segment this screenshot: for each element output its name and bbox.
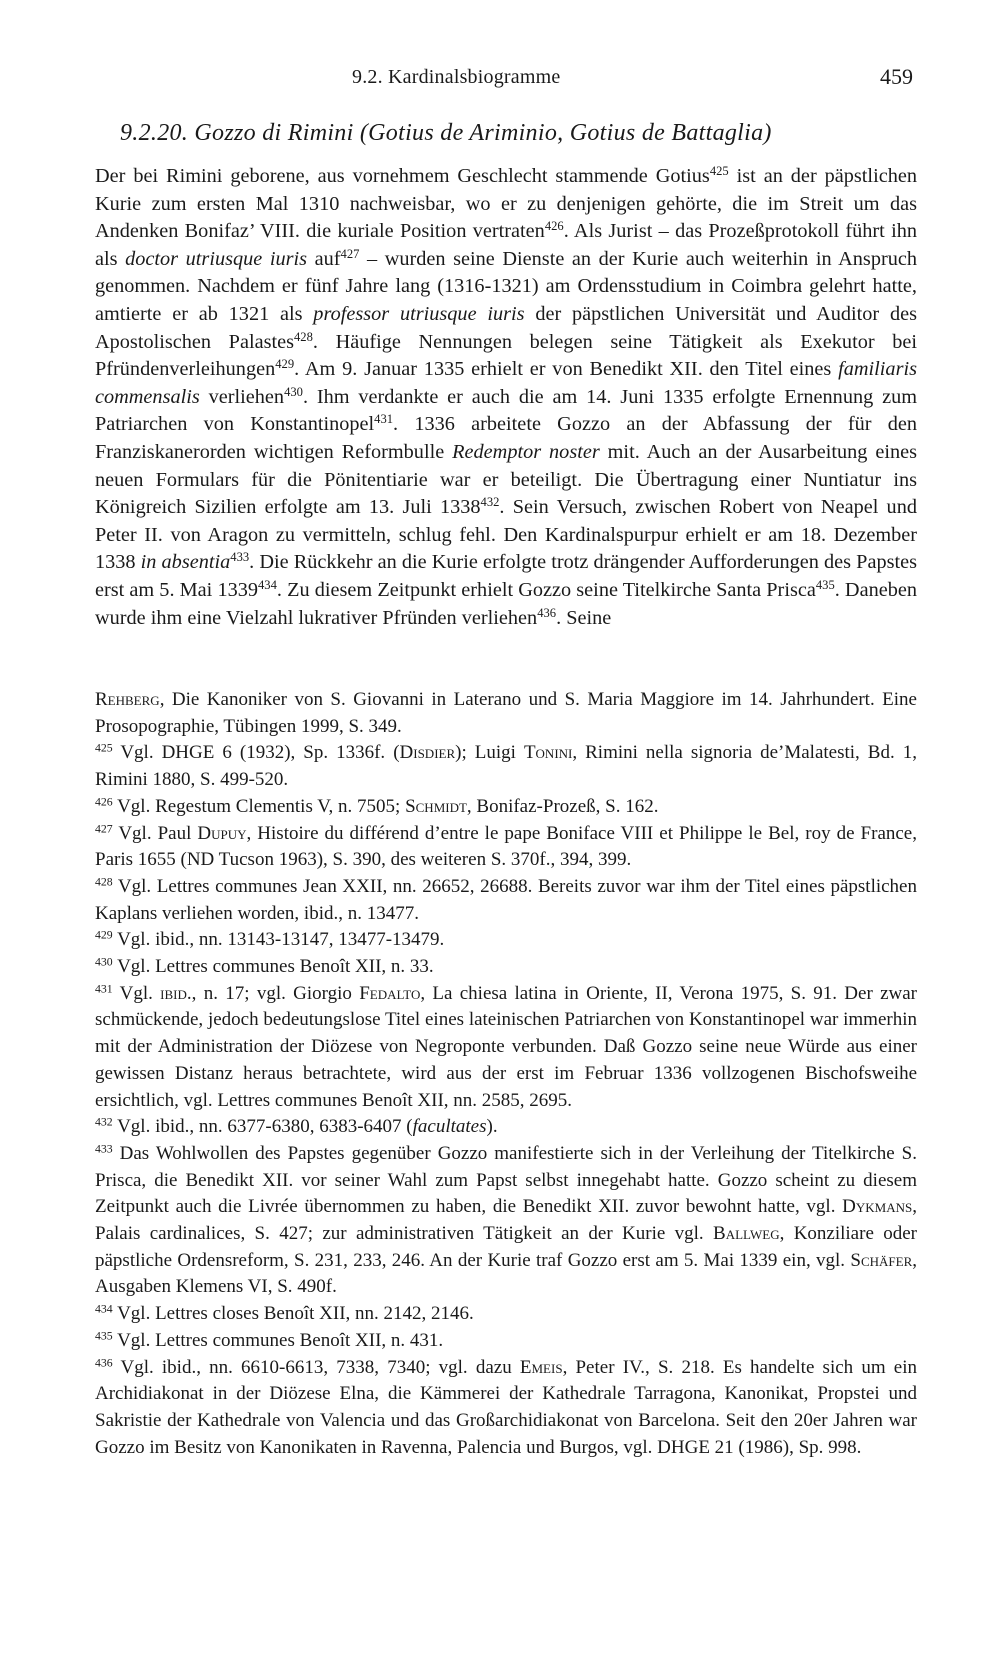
text-run: Das Wohlwollen des Papstes gegenüber Gozzo manifestierte sich in der Verleihung der Titelkirche S. Prisca, die Benedikt XII. vor seiner Wahl zum Papst selbst innegehabt hatte. Gozzo scheint zu diesem Zeitpunkt auch die Livrée übernommen zu haben, die Benedikt XII. zuvor bewohnt hatte, vgl.	[95, 1142, 917, 1218]
text-run: . Ihm verdankte er auch die am 14. Juni 1335 erfolgte Ernennung zum Patriarchen von Konstantinopel	[95, 385, 917, 436]
footnote-ref[interactable]: 427	[340, 246, 360, 261]
text-run: Vgl. DHGE 6 (1932), Sp. 1336f. (	[112, 742, 400, 764]
footnote-number: 426	[95, 795, 113, 809]
footnote-428	[95, 874, 917, 927]
text-run: der päpstlichen Universität und Auditor des Apostolischen Palastes	[95, 302, 917, 353]
text-run: , Palais cardinalices, S. 427; zur administrativen Tätigkeit an der Kurie vgl.	[95, 1196, 917, 1245]
footnote-433	[95, 1141, 917, 1301]
text-run: Vgl. ibid., nn. 13143-13147, 13477-13479.	[112, 929, 445, 951]
footnote-ref[interactable]: 434	[258, 577, 277, 592]
footnotes-section	[95, 687, 917, 1461]
footnote-number: 436	[95, 1356, 113, 1370]
italic-term: Redemptor noster	[452, 440, 600, 463]
text-run: , Peter IV., S. 218. Es handelte sich um ein Archidiakonat in der Diözese Elna, die Kämmerei der Kathedrale Tarragona, Kanonikat, Propstei und Sakristie der Kathedrale von Valencia und das Großarchidiakonat von Barcelona. Seit den 20er Jahren war Gozzo im Besitz von Kanonikaten in Ravenna, Palencia und Burgos, vgl. DHGE 21 (1986), Sp. 998.	[95, 1356, 917, 1458]
text-run: Vgl. Regestum Clementis V, n. 7505;	[112, 795, 406, 817]
footnote-number: 434	[95, 1302, 113, 1316]
text-run: ); Luigi	[455, 742, 524, 764]
footnote-436	[95, 1355, 917, 1462]
author-name: Dykmans	[842, 1196, 913, 1218]
footnote-ref[interactable]: 431	[374, 412, 394, 427]
author-name: Tonini	[523, 742, 573, 764]
footnote-number: 427	[95, 822, 113, 836]
footnote-ref[interactable]: 432	[480, 495, 500, 510]
footnote-430	[95, 954, 917, 981]
main-text	[95, 163, 917, 632]
author-name: Ballweg	[713, 1223, 780, 1245]
text-run: . Häufige Nennungen belegen seine Tätigkeit als Exekutor bei Pfründenverleihungen	[95, 330, 917, 381]
footnote-427	[95, 821, 917, 874]
section-title: 9.2.20. Gozzo di Rimini (Gotius de Ariminio, Gotius de Battaglia)	[120, 120, 772, 146]
footnote-431	[95, 981, 917, 1115]
text-run: , Rimini nella signoria de’Malatesti, Bd. 1, Rimini 1880, S. 499-520.	[95, 742, 917, 791]
text-run: Vgl. Lettres communes Jean XXII, nn. 26652, 26688. Bereits zuvor war ihm der Titel eines päpstlichen Kaplans verliehen worden, ibid., n. 13477.	[95, 875, 917, 924]
footnote-ref[interactable]: 430	[284, 384, 303, 399]
footnote-number: 429	[95, 928, 113, 942]
text-run: , Histoire du différend d’entre le pape Boniface VIII et Philippe le Bel, roy de France, Paris 1655 (ND Tucson 1963), S. 390, des weiteren S. 370f., 394, 399.	[95, 822, 917, 871]
text-run: Vgl. Paul	[112, 822, 198, 844]
text-run: – wurden seine Dienste an der Kurie auch weiterhin in Anspruch genommen. Nachdem er fünf Jahre lang (1316-1321) am Ordensstudium in Coimbra gelehrt hatte, amtierte er ab 1321 als	[95, 247, 918, 325]
footnote-425	[95, 740, 917, 793]
footnote-432	[95, 1114, 917, 1141]
author-name: Schäfer	[850, 1249, 913, 1271]
text-run: Vgl. Lettres closes Benoît XII, nn. 2142, 2146.	[112, 1303, 474, 1325]
author-name: Rehberg	[95, 689, 160, 710]
author-name: Schmidt	[405, 795, 467, 817]
italic-term: professor utriusque iuris	[313, 302, 525, 325]
footnote-ref[interactable]: 428	[294, 329, 313, 344]
text-run: mit. Auch an der Ausarbeitung eines neuen Formulars für die Pönitentiarie war er beteiligt. Die Übertragung einer Nuntiatur ins Königreich Sizilien erfolgte am 13. Juli 1338	[95, 440, 917, 519]
text-run: Der bei Rimini geborene, aus vornehmem Geschlecht stammende Gotius	[95, 165, 710, 187]
text-run: Vgl.	[112, 982, 161, 1004]
text-run: ist an der päpstlichen Kurie zum ersten Mal 1310 nachweisbar, wo er zu denjenigen gehörte, die im Streit um das Andenken Bonifaz’ VIII. die kuriale Position vertraten	[95, 165, 917, 243]
text-run: , La chiesa latina in Oriente, II, Verona 1975, S. 91. Der zwar schmückende, jedoch bedeutungslose Titel eines lateinischen Patriarchen von Konstantinopel war immerhin mit der Administration der Diözese von Negroponte verbunden. Daß Gozzo seine neue Würde aus einer gewissen Distanz heraus betrachtete, wird aus der erst im Februar 1336 vollzogenen Bischofsweihe ersichtlich, vgl. Lettres communes Benoît XII, nn. 2585, 2695.	[95, 982, 917, 1111]
footnote-ref[interactable]: 435	[815, 577, 835, 592]
running-header: 9.2. Kardinalsbiogramme	[352, 66, 561, 88]
footnote-number: 431	[95, 982, 113, 996]
footnote-434	[95, 1301, 917, 1328]
footnote-ref[interactable]: 436	[537, 605, 557, 620]
text-run: . Am 9. Januar 1335 erhielt er von Benedikt XII. den Titel eines	[294, 358, 839, 381]
footnote-number: 432	[95, 1115, 113, 1129]
footnote-ref[interactable]: 433	[230, 550, 250, 565]
author-name: Emeis	[519, 1356, 563, 1378]
text-run: , Ausgaben Klemens VI, S. 490f.	[95, 1249, 917, 1298]
footnote-ref[interactable]: 426	[544, 219, 564, 234]
text-run: ).	[486, 1116, 498, 1138]
author-name: Disdier	[399, 742, 456, 764]
text-run: . 1336 arbeitete Gozzo an der Abfassung der für den Franziskanerorden wichtigen Reformbulle	[95, 413, 918, 463]
text-run: , Die Kanoniker von S. Giovanni in Laterano und S. Maria Maggiore im 14. Jahrhundert. Eine Prosopographie, Tübingen 1999, S. 349.	[95, 689, 917, 737]
text-run: Vgl. Lettres communes Benoît XII, n. 33.	[112, 956, 434, 978]
text-run: Vgl. ibid., nn. 6377-6380, 6383-6407 (	[112, 1116, 413, 1138]
author-name: Fedalto	[359, 982, 421, 1004]
text-run: . Seine	[556, 606, 612, 629]
text-run: Vgl. ibid., nn. 6610-6613, 7338, 7340; vgl. dazu	[112, 1356, 520, 1378]
footnote-number: 428	[95, 875, 113, 889]
footnote-number: 425	[95, 741, 113, 755]
text-run: . Zu diesem Zeitpunkt erhielt Gozzo seine Titelkirche Santa Prisca	[276, 578, 816, 601]
footnote-435	[95, 1328, 917, 1355]
page-number: 459	[880, 64, 913, 89]
footnote-number: 433	[95, 1142, 113, 1156]
text-run: . Sein Versuch, zwischen Robert von Neapel und Peter II. von Aragon zu vermitteln, schlug fehl. Den Kardinalspurpur erhielt er am 18. Dezember 1338	[95, 496, 917, 574]
italic-term: facultates	[412, 1116, 487, 1138]
text-run: auf	[307, 247, 341, 270]
text-run: Vgl. Lettres communes Benoît XII, n. 431.	[112, 1329, 444, 1351]
abbreviation: ibid.	[160, 982, 192, 1004]
footnote-continuation	[95, 687, 917, 740]
text-run: . Die Rückkehr an die Kurie erfolgte trotz drängender Aufforderungen des Papstes erst am 5. Mai 1339	[95, 551, 918, 601]
footnote-426	[95, 794, 917, 821]
footnote-ref[interactable]: 429	[275, 357, 295, 372]
text-run: verliehen	[199, 385, 285, 408]
italic-term: in absentia	[140, 551, 231, 574]
italic-term: familiaris commensalis	[95, 358, 917, 408]
text-run: , Konziliare oder päpstliche Ordensreform, S. 231, 233, 246. An der Kurie traf Gozzo erst am 5. Mai 1339 ein, vgl.	[95, 1223, 917, 1271]
footnote-number: 430	[95, 955, 113, 969]
footnote-429	[95, 927, 917, 954]
footnote-ref[interactable]: 425	[709, 164, 729, 179]
text-run: , n. 17; vgl. Giorgio	[191, 982, 360, 1004]
author-name: Dupuy	[197, 822, 247, 844]
italic-term: doctor utriusque iuris	[125, 247, 308, 270]
body-paragraph	[95, 163, 917, 632]
text-run: . Als Jurist – das Prozeßprotokoll führt ihn als	[95, 220, 917, 270]
text-run: . Daneben wurde ihm eine Vielzahl lukrativer Pfründen verliehen	[95, 578, 918, 629]
text-run: , Bonifaz-Prozeß, S. 162.	[466, 795, 659, 817]
footnote-number: 435	[95, 1329, 113, 1343]
